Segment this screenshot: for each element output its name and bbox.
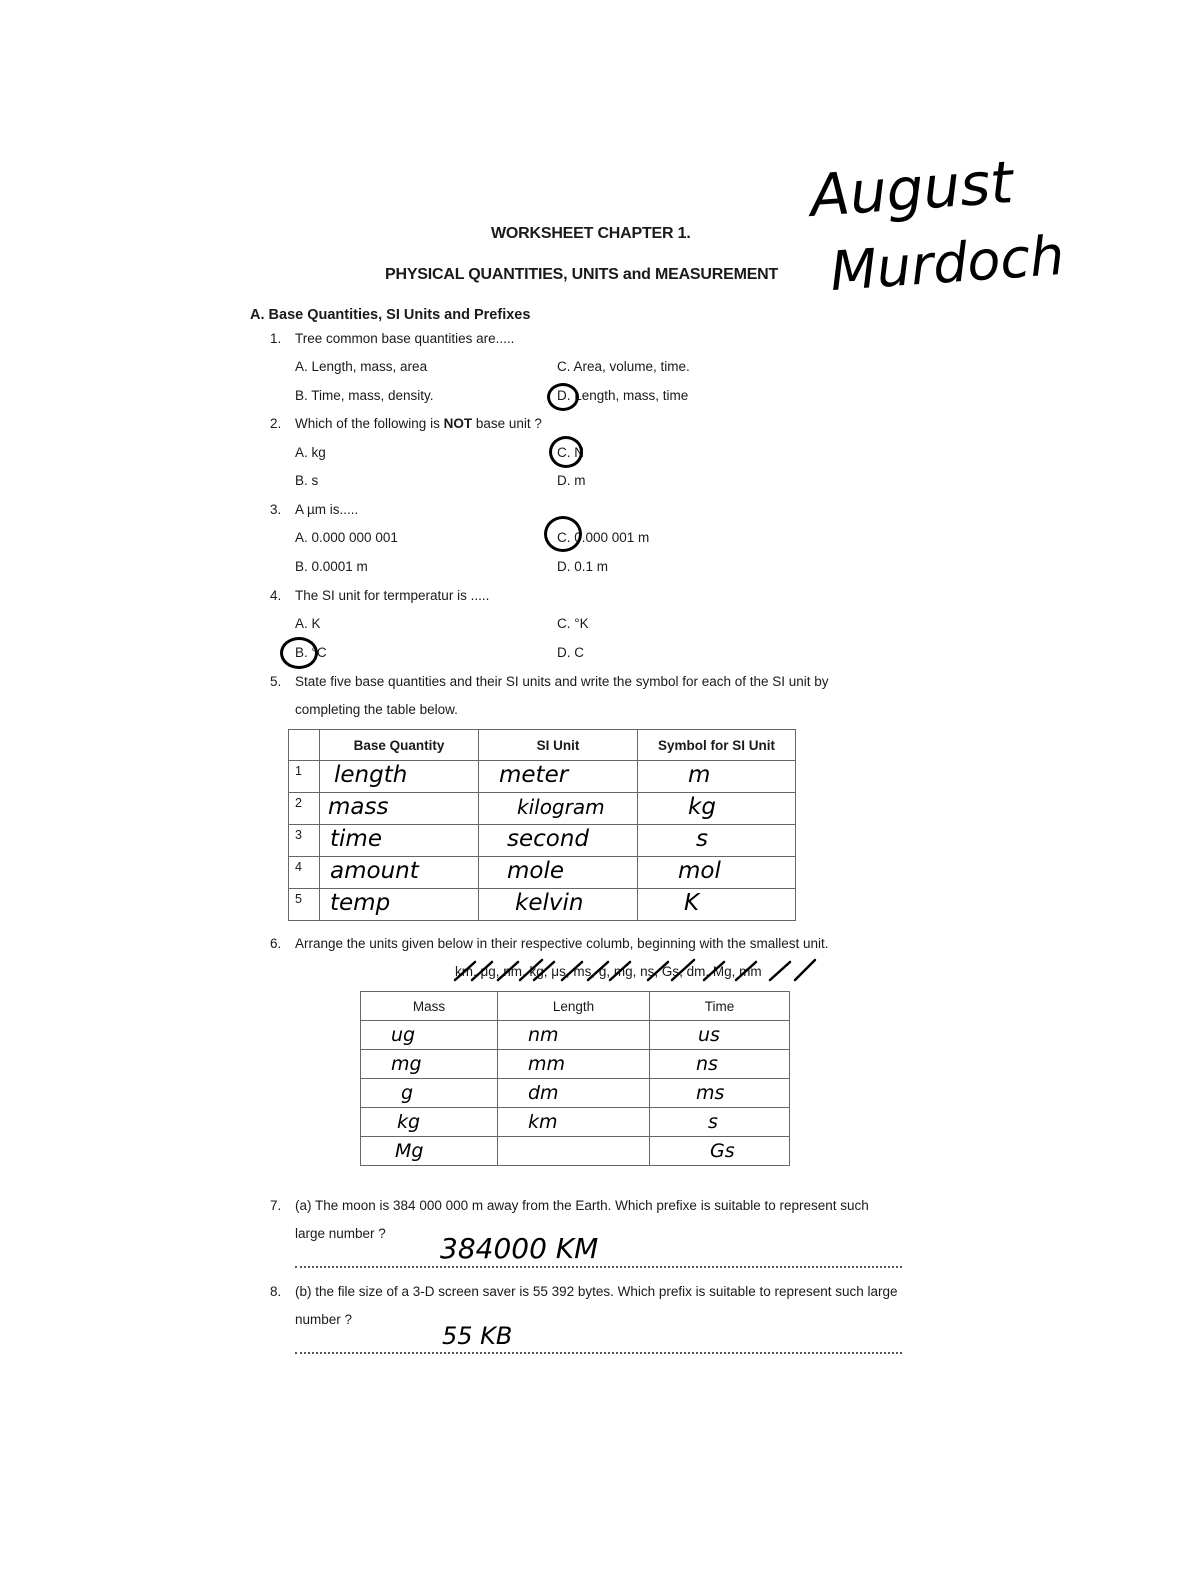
time-answer: s	[708, 1111, 718, 1133]
option-a: A. kg	[295, 445, 326, 460]
column-header: Symbol for SI Unit	[638, 730, 796, 761]
time-answer: Gs	[710, 1140, 735, 1162]
quantity-answer: amount	[330, 858, 419, 884]
question-text-start: Which of the following is	[295, 416, 444, 431]
row-number: 2	[289, 793, 320, 825]
length-cell	[498, 1137, 650, 1166]
column-header: Length	[498, 992, 650, 1021]
option-a: A. K	[295, 616, 321, 631]
length-cell	[498, 1108, 650, 1137]
quantity-answer: temp	[330, 890, 391, 916]
column-header: Time	[650, 992, 790, 1021]
mass-cell	[361, 1079, 498, 1108]
option-c: C. N	[557, 445, 584, 460]
question-text-cont: completing the table below.	[295, 702, 458, 717]
mass-answer: mg	[391, 1053, 422, 1075]
column-header: SI Unit	[479, 730, 638, 761]
length-answer: mm	[528, 1053, 566, 1075]
symbol-cell	[638, 793, 796, 825]
unit-cell	[479, 825, 638, 857]
question-text: A µm is.....	[295, 502, 359, 517]
symbol-answer: kg	[688, 794, 716, 820]
quantity-answer: time	[330, 826, 382, 852]
handwritten-answer: 384000 KM	[440, 1232, 599, 1265]
option-a: A. 0.000 000 001	[295, 530, 398, 545]
mass-answer: ug	[391, 1024, 416, 1046]
signature-line2: Murdoch	[828, 223, 1067, 304]
question-text: Arrange the units given below in their respective columb, beginning with the smallest unit.	[295, 936, 829, 951]
option-d: D. C	[557, 645, 584, 660]
unit-answer: kelvin	[515, 890, 584, 916]
length-cell	[498, 1050, 650, 1079]
mass-cell	[361, 1050, 498, 1079]
length-answer: dm	[528, 1082, 559, 1104]
unit-cell	[479, 793, 638, 825]
time-answer: ns	[696, 1053, 718, 1075]
option-c: C. °K	[557, 616, 589, 631]
option-c: C. Area, volume, time.	[557, 359, 690, 374]
row-number: 4	[289, 857, 320, 889]
time-cell	[650, 1021, 790, 1050]
option-d: D. Length, mass, time	[557, 388, 689, 403]
quantity-cell	[320, 857, 479, 889]
question-number: 3.	[270, 502, 282, 517]
unit-answer: meter	[499, 762, 569, 788]
crossed-out-marks	[450, 958, 820, 988]
question-text-end: base unit ?	[472, 416, 542, 431]
question-number: 1.	[270, 331, 282, 346]
question-text	[295, 416, 542, 431]
answer-circle-mark	[549, 436, 583, 468]
option-d: D. m	[557, 473, 586, 488]
table-row	[361, 1079, 790, 1108]
question-text: The SI unit for termperatur is .....	[295, 588, 490, 603]
unit-cell	[479, 761, 638, 793]
worksheet-title: WORKSHEET CHAPTER 1.	[491, 225, 691, 242]
unit-answer: second	[507, 826, 590, 852]
option-a: A. Length, mass, area	[295, 359, 428, 374]
table-row	[289, 793, 796, 825]
table-row	[289, 857, 796, 889]
question-number: 7.	[270, 1198, 282, 1213]
length-answer: km	[528, 1111, 558, 1133]
table-corner	[289, 730, 320, 761]
unit-arrangement-table	[360, 991, 790, 1166]
length-answer: nm	[528, 1024, 559, 1046]
symbol-cell	[638, 857, 796, 889]
symbol-cell	[638, 825, 796, 857]
unit-answer: kilogram	[517, 795, 605, 819]
option-b: B. 0.0001 m	[295, 559, 368, 574]
mass-answer: g	[401, 1082, 414, 1104]
column-header: Base Quantity	[320, 730, 479, 761]
question-text: (b) the file size of a 3-D screen saver is 55 392 bytes. Which prefix is suitable to represent such large	[295, 1284, 898, 1299]
column-header: Mass	[361, 992, 498, 1021]
quantity-cell	[320, 761, 479, 793]
signature-line1: August	[807, 148, 1016, 230]
section-heading: A. Base Quantities, SI Units and Prefixes	[250, 307, 531, 323]
quantity-answer: length	[334, 762, 408, 788]
symbol-answer: m	[688, 762, 711, 788]
handwritten-answer: 55 KB	[442, 1322, 513, 1350]
base-quantities-table	[288, 729, 796, 921]
question-text: (a) The moon is 384 000 000 m away from the Earth. Which prefixe is suitable to represent such	[295, 1198, 869, 1213]
question-number: 5.	[270, 674, 282, 689]
answer-line	[295, 1266, 902, 1268]
time-cell	[650, 1137, 790, 1166]
question-text: Tree common base quantities are.....	[295, 331, 515, 346]
mass-cell	[361, 1021, 498, 1050]
quantity-cell	[320, 793, 479, 825]
option-c: C. 0.000 001 m	[557, 530, 650, 545]
table-row	[361, 1108, 790, 1137]
row-number: 5	[289, 889, 320, 921]
unit-cell	[479, 889, 638, 921]
length-cell	[498, 1021, 650, 1050]
question-number: 2.	[270, 416, 282, 431]
option-b: B. s	[295, 473, 319, 488]
quantity-cell	[320, 889, 479, 921]
time-cell	[650, 1050, 790, 1079]
option-b: B. °C	[295, 645, 327, 660]
question-number: 6.	[270, 936, 282, 951]
answer-circle-mark	[544, 516, 582, 552]
mass-answer: kg	[397, 1111, 421, 1133]
question-text-cont: large number ?	[295, 1226, 386, 1241]
question-number: 8.	[270, 1284, 282, 1299]
time-cell	[650, 1108, 790, 1137]
question-number: 4.	[270, 588, 282, 603]
question-text: State five base quantities and their SI units and write the symbol for each of the SI unit by	[295, 674, 829, 689]
unit-cell	[479, 857, 638, 889]
unit-list: km, μg, nm, kg, μs, ms, g, mg, ns, Gs, dm, Mg, mm	[455, 964, 762, 979]
mass-answer: Mg	[395, 1140, 424, 1162]
time-answer: ms	[696, 1082, 725, 1104]
table-row	[361, 1050, 790, 1079]
answer-line	[295, 1352, 902, 1354]
symbol-cell	[638, 889, 796, 921]
mass-cell	[361, 1108, 498, 1137]
table-row	[289, 825, 796, 857]
table-row	[361, 1021, 790, 1050]
question-text-emphasis: NOT	[443, 416, 473, 431]
symbol-answer: K	[684, 890, 700, 916]
option-d: D. 0.1 m	[557, 559, 609, 574]
row-number: 1	[289, 761, 320, 793]
time-answer: us	[698, 1024, 720, 1046]
option-b: B. Time, mass, density.	[295, 388, 434, 403]
mass-cell	[361, 1137, 498, 1166]
question-text-cont: number ?	[295, 1312, 353, 1327]
unit-answer: mole	[507, 858, 565, 884]
length-cell	[498, 1079, 650, 1108]
answer-circle-mark	[280, 637, 318, 669]
table-row	[289, 761, 796, 793]
time-cell	[650, 1079, 790, 1108]
symbol-answer: s	[696, 826, 708, 852]
answer-circle-mark	[547, 383, 579, 411]
quantity-cell	[320, 825, 479, 857]
table-row	[289, 889, 796, 921]
row-number: 3	[289, 825, 320, 857]
quantity-answer: mass	[328, 794, 389, 820]
worksheet-subtitle: PHYSICAL QUANTITIES, UNITS and MEASUREMENT	[385, 266, 779, 283]
table-row	[361, 1137, 790, 1166]
symbol-answer: mol	[678, 858, 721, 884]
symbol-cell	[638, 761, 796, 793]
